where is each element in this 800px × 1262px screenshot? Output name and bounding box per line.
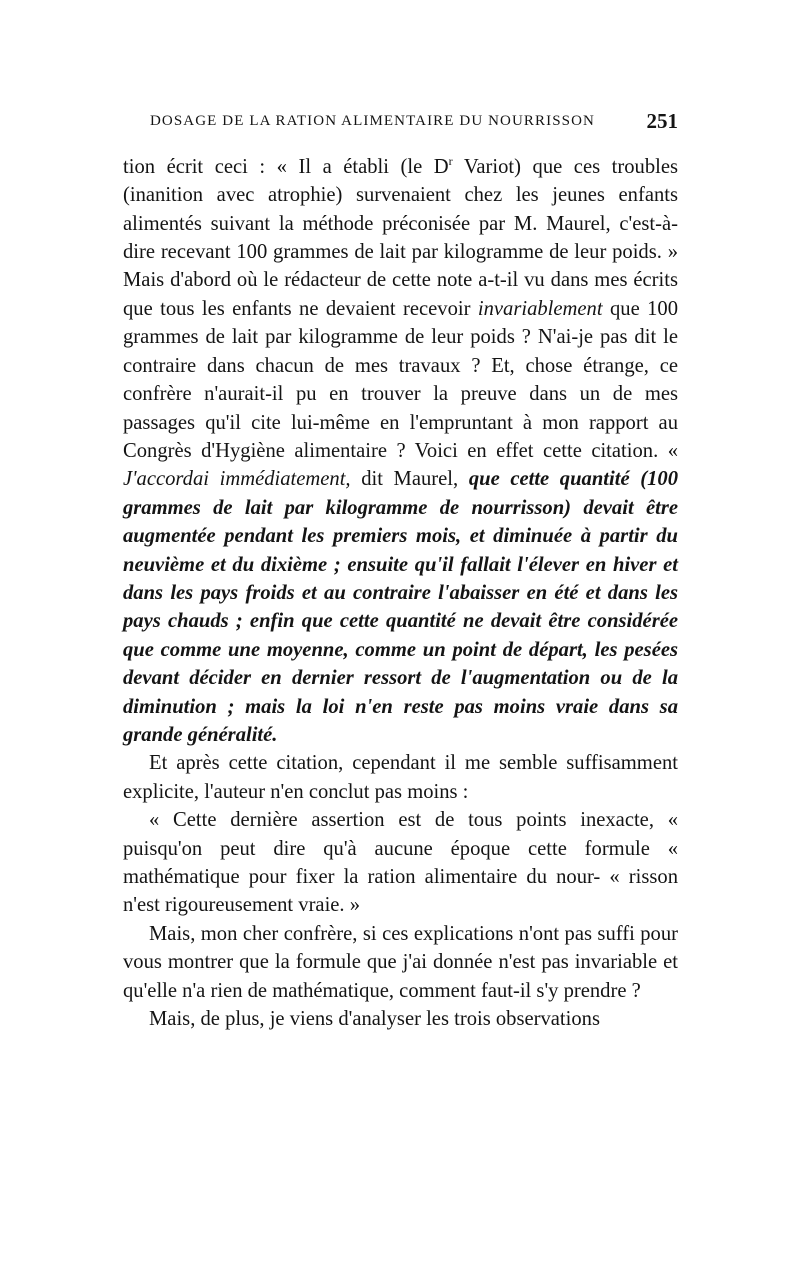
p1-text-c: que 100 grammes de lait par kilogramme de leur poids ? N'ai-je pas dit le contraire dans chacun de mes travaux ? Et, chose étrange, ce confrère n'aurait-il pu en trouver la preuve dans un de mes passages qu'il cite lui-même en l'empruntant à mon rapport au Congrès d'Hygiène alimentaire ? Voici en effet cette citation. «	[123, 297, 679, 462]
paragraph-2: Et après cette citation, cependant il me semble suffisamment explicite, l'auteur n'en conclut pas moins :	[123, 752, 678, 803]
paragraph-4: Mais, mon cher confrère, si ces explications n'ont pas suffi pour vous montrer que la formule que j'ai donnée n'est pas invariable et qu'elle n'a rien de mathématique, comment faut-il s'y prendre ?	[123, 922, 678, 1002]
paragraph-1	[123, 147, 678, 749]
p1-text-b: Variot) que ces troubles (inanition avec atrophie) survenaient chez les jeunes enfants alimentés suivant la méthode préconisée par M. Maurel, c'est-à-dire recevant 100 grammes de lait par kilogramme de leur poids. » Mais d'abord où le rédacteur de cette note a-t-il vu dans mes écrits que tous les enfants ne devaient recevoir	[123, 155, 678, 320]
p1-superscript: r	[448, 154, 453, 168]
p1-emphasis: invariablement	[477, 297, 603, 320]
page-number: 251	[646, 109, 678, 133]
p1-quote: que cette quantité (100 grammes de lait par kilogramme de nourrisson) devait être augmentée pendant les premiers mois, et diminuée à partir du neuvième et du dixième ; ensuite qu'il fallait l'élever en hiver et dans les pays froids et au contraire l'abaisser en été et dans les pays chauds ; enfin que cette quantité ne devait être considérée que comme une moyenne, comme un point de départ, les pesées devant décider en dernier ressort de l'augmentation ou de la diminution ; mais la loi n'en reste pas moins vraie dans sa grande généralité.	[123, 468, 678, 746]
p1-quote-start: J'accordai immédiatement,	[123, 468, 351, 491]
body-text	[123, 147, 678, 1033]
running-header	[150, 109, 678, 133]
p1-text-a: tion écrit ceci : « Il a établi (le D	[123, 155, 449, 178]
paragraph-3-quote: « Cette dernière assertion est de tous points inexacte, « puisqu'on peut dire qu'à aucune époque cette formule « mathématique pour fixer la ration alimentaire du nour- « risson n'est rigoureusement vraie. »	[123, 809, 678, 917]
paragraph-5: Mais, de plus, je viens d'analyser les trois observations	[149, 1008, 600, 1031]
p1-text-d: dit Maurel,	[350, 468, 469, 491]
running-title: DOSAGE DE LA RATION ALIMENTAIRE DU NOURRISSON	[150, 113, 595, 129]
